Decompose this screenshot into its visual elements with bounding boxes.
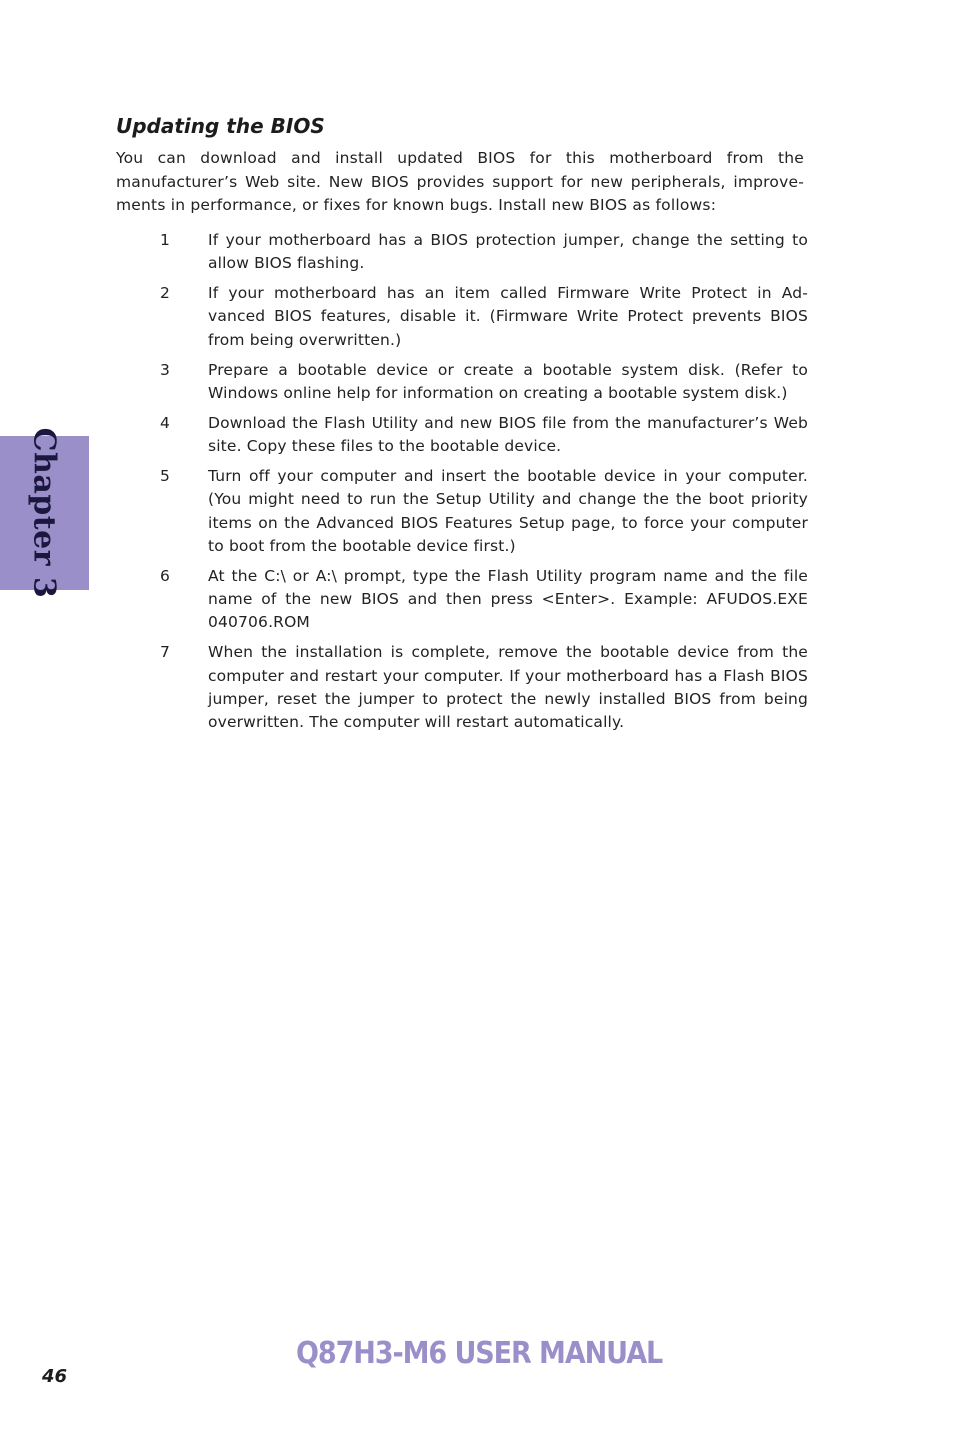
step-number: 6	[160, 566, 171, 585]
step-text: If your motherboard has an item called Firmware Write Protect in Ad-vanced BIOS features, disable it. (Firmware Write Protect prevents BIOS from being overwritten.)	[208, 284, 808, 349]
step-text: If your motherboard has a BIOS protection jumper, change the setting to allow BIOS flashing.	[208, 231, 808, 273]
manual-title: Q87H3-M6 USER MANUAL	[296, 1336, 663, 1371]
chapter-tab	[0, 427, 89, 599]
step-number: 1	[160, 231, 171, 249]
bios-update-steps	[160, 229, 808, 741]
step-item	[160, 465, 808, 558]
chapter-label: Chapter 3	[26, 427, 62, 599]
step-item	[160, 282, 808, 352]
step-text: Turn off your computer and insert the bootable device in your computer. (You might need to run the Setup Utility and change the the boot priority items on the Advanced BIOS Features Setup page, to force your computer to boot from the bootable device first.)	[208, 467, 808, 555]
step-number: 7	[160, 643, 171, 662]
step-item	[160, 565, 808, 635]
step-number: 4	[160, 413, 171, 432]
step-text: At the C:\ or A:\ prompt, type the Flash Utility program name and the file name of the new BIOS and then press <Enter>. Example: AFUDOS.EXE 040706.ROM	[208, 566, 808, 632]
step-text: Download the Flash Utility and new BIOS file from the manufacturer’s Web site. Copy these files to the bootable device.	[208, 413, 808, 456]
step-item	[160, 359, 808, 406]
step-item	[160, 412, 808, 459]
step-item	[160, 229, 808, 276]
step-number: 2	[160, 284, 171, 303]
step-number: 3	[160, 360, 171, 379]
step-text: Prepare a bootable device or create a bootable system disk. (Refer to Windows online help for information on creating a bootable system disk.)	[208, 360, 808, 402]
step-text: When the installation is complete, remove the bootable device from the computer and restart your computer. If your motherboard has a Flash BIOS jumper, reset the jumper to protect the newly installed BIOS from being overwritten. The computer will restart automatically.	[208, 643, 808, 732]
section-heading: Updating the BIOS	[116, 114, 325, 138]
page-number: 46	[42, 1366, 68, 1387]
step-number: 5	[160, 467, 171, 486]
step-item	[160, 641, 808, 734]
intro-paragraph: You can download and install updated BIOS for this motherboard from the manufacturer’s Web site. New BIOS provides support for new peripherals, improve-ments in performance, or fixes for known bugs. Install new BIOS as follows:	[116, 149, 804, 214]
